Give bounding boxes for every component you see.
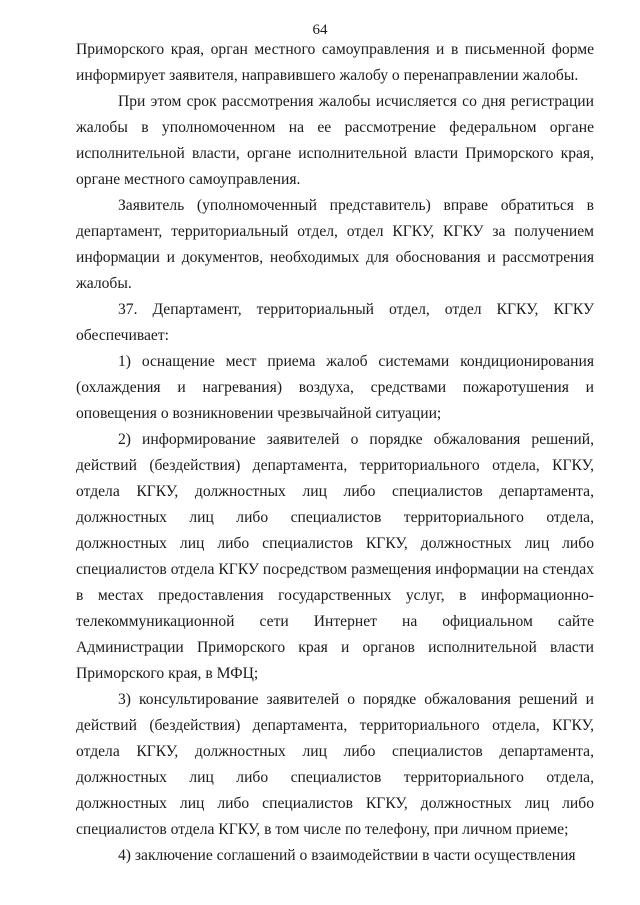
list-item-4: 4) заключение соглашений о взаимодействии в части осуществления	[118, 847, 576, 864]
list-item-2: 2) информирование заявителей о порядке обжалования решений, действий (бездействия) департамента, территориального отдела, КГКУ, отдела КГКУ, должностных лиц либо специалистов департамента, должностных лиц либо специалистов территориального отдела, должностных лиц либо специалистов КГКУ, должностных лиц либо специалистов отдела КГКУ посредством размещения информации на стендах в местах предоставления государственных услуг, в информационно-телекоммуникационной сети Интернет на официальном сайте Администрации Приморского края и органов исполнительной власти Приморского края, в МФЦ;	[76, 431, 594, 682]
paragraph-complaint-term: При этом срок рассмотрения жалобы исчисляется со дня регистрации жалобы в уполномоченном на ее рассмотрение федеральном органе исполнительной власти, органе исполнительной власти Приморского края, органе местного самоуправления.	[76, 93, 594, 188]
list-item-3: 3) консультирование заявителей о порядке обжалования решений и действий (бездействия) департамента, территориального отдела, КГКУ, отдела КГКУ, должностных лиц либо специалистов департамента, должностных лиц либо специалистов территориального отдела, должностных лиц либо специалистов КГКУ, должностных лиц либо специалистов отдела КГКУ, в том числе по телефону, при личном приеме;	[76, 691, 594, 838]
document-body	[76, 37, 594, 869]
paragraph-item-37: 37. Департамент, территориальный отдел, отдел КГКУ, КГКУ обеспечивает:	[76, 301, 594, 344]
list-item-1: 1) оснащение мест приема жалоб системами кондиционирования (охлаждения и нагревания) воздуха, средствами пожаротушения и оповещения о возникновении чрезвычайной ситуации;	[76, 353, 594, 422]
page-number: 64	[312, 22, 328, 38]
paragraph-continuation: Приморского края, орган местного самоуправления и в письменной форме информирует заявителя, направившего жалобу о перенаправлении жалобы.	[76, 41, 594, 84]
paragraph-applicant-right: Заявитель (уполномоченный представитель) вправе обратиться в департамент, территориальный отдел, отдел КГКУ, КГКУ за получением информации и документов, необходимых для обоснования и рассмотрения жалобы.	[76, 197, 594, 292]
